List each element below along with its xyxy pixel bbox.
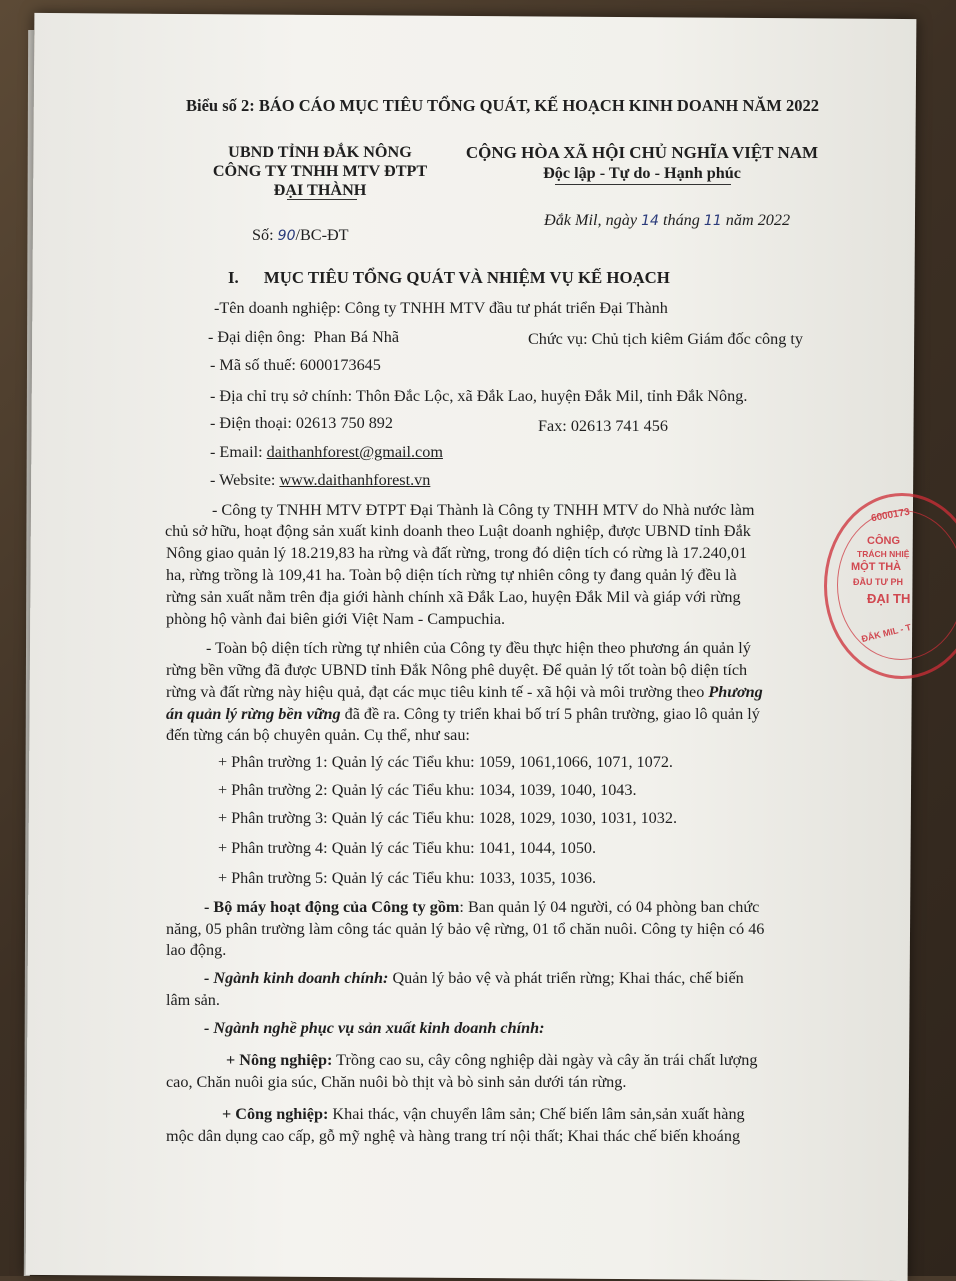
para1-line-4: ha, rừng trồng là 109,41 ha. Toàn bộ diện tích rừng tự nhiên công ty đang quản lý đều là [166, 566, 737, 584]
website-line [210, 470, 430, 490]
nation-title: CỘNG HÒA XÃ HỘI CHỦ NGHĨA VIỆT NAM [465, 143, 819, 162]
para2-line-2: rừng bền vững đã được UBND tỉnh Đắk Nông phê duyệt. Để quản lý tốt toàn bộ diện tích [166, 661, 748, 679]
site-3: + Phân trường 3: Quản lý các Tiểu khu: 1028, 1029, 1030, 1031, 1032. [218, 809, 678, 827]
para1-line-2: chủ sở hữu, hoạt động sản xuất kinh doanh theo Luật doanh nghiệp, được UBND tỉnh Đắk [165, 522, 751, 540]
industry-line-2: mộc dân dụng cao cấp, gỗ mỹ nghệ và hàng trang trí nội thất; Khai thác chế biến khoáng [166, 1127, 741, 1145]
para2-l4-normal: đã đề ra. Công ty triển khai bố trí 5 phân trường, giao lô quản lý [340, 705, 760, 723]
seal-text-5: ĐẠI TH [867, 591, 911, 606]
para1-line-3: Nông giao quản lý 18.219,83 ha rừng và đất rừng, trong đó diện tích có rừng là 17.240,01 [166, 544, 748, 562]
para2-line-4 [166, 704, 760, 724]
agriculture-bold: + Nông nghiệp: [226, 1051, 333, 1069]
email-line [210, 442, 443, 462]
seal-code: 6000173 [870, 506, 911, 525]
para2-line-3 [166, 682, 763, 702]
website-link[interactable]: www.daithanhforest.vn [279, 471, 431, 489]
seal-text-2: TRÁCH NHIỆ [857, 549, 910, 559]
main-business-line-2: lâm sản. [166, 991, 220, 1009]
agriculture-line-2: cao, Chăn nuôi gia súc, Chăn nuôi bò thịt và bò sinh sản dưới tán rừng. [166, 1073, 627, 1091]
document-number [252, 225, 349, 246]
seal-text-1: CÔNG [867, 535, 900, 547]
site-1: + Phân trường 1: Quản lý các Tiểu khu: 1059, 1061,1066, 1071, 1072. [218, 753, 673, 771]
company-seal [824, 493, 956, 679]
main-business-rest: Quản lý bảo vệ và phát triển rừng; Khai thác, chế biến [388, 969, 744, 987]
para1-line-1: - Công ty TNHH MTV ĐTPT Đại Thành là Công ty TNHH MTV do Nhà nước làm [212, 501, 755, 519]
section-title: I. MỤC TIÊU TỔNG QUÁT VÀ NHIỆM VỤ KẾ HOẠCH [228, 268, 670, 287]
site-5: + Phân trường 5: Quản lý các Tiểu khu: 1033, 1035, 1036. [218, 869, 597, 887]
apparatus-line-1 [204, 897, 759, 917]
email-label: - Email: [210, 443, 267, 461]
industry-bold: + Công nghiệp: [222, 1105, 329, 1123]
website-label: - Website: [210, 471, 280, 489]
doc-no-prefix: Số: [252, 226, 274, 244]
nation-motto: Độc lập - Tự do - Hạnh phúc [543, 164, 741, 182]
agriculture-line-1 [226, 1050, 757, 1070]
date-year: năm 2022 [725, 211, 791, 229]
para2-l3-normal: rừng và đất rừng này hiệu quả, đạt các mục tiêu kinh tế - xã hội và môi trường theo [166, 683, 709, 701]
apparatus-bold: - Bộ máy hoạt động của Công ty gồm [204, 898, 460, 916]
para2-line-1: - Toàn bộ diện tích rừng tự nhiên của Công ty đều thực hiện theo phương án quản lý [206, 639, 751, 657]
agriculture-rest: Trồng cao su, cây công nghiệp dài ngày và cây ăn trái chất lượng [332, 1051, 758, 1069]
address: - Địa chỉ trụ sở chính: Thôn Đắc Lộc, xã Đắk Lao, huyện Đắk Mil, tỉnh Đắk Nông. [210, 387, 748, 405]
apparatus-line-2: năng, 05 phân trường làm công tác quản lý bảo vệ rừng, 01 tổ chăn nuôi. Công ty hiện có 46 [166, 920, 765, 938]
org-line-2: CÔNG TY TNHH MTV ĐTPT [212, 162, 428, 180]
date-prefix: Đắk Mil, ngày [544, 211, 638, 229]
date-month-handwritten: 11 [703, 213, 722, 229]
apparatus-line-3: lao động. [166, 941, 227, 959]
email-link[interactable]: daithanhforest@gmail.com [266, 443, 443, 461]
para2-line-5: đến từng cán bộ chuyên quản. Cụ thể, như sau: [166, 726, 470, 744]
service-title: - Ngành nghề phục vụ sản xuất kinh doanh chính: [204, 1019, 545, 1037]
form-title: Biểu số 2: BÁO CÁO MỤC TIÊU TỔNG QUÁT, KẾ HOẠCH KINH DOANH NĂM 2022 [186, 96, 819, 115]
para1-line-5: rừng sản xuất nằm trên địa giới hành chính xã Đắk Lao, huyện Đắk Mil và giáp với rừng [166, 588, 741, 606]
date-day-handwritten: 14 [641, 213, 659, 229]
date-month-label: tháng [662, 211, 700, 229]
para2-l3-italic: Phương [708, 683, 763, 701]
industry-rest: Khai thác, vận chuyển lâm sản; Chế biến lâm sản,sản xuất hàng [328, 1105, 745, 1123]
document-date [544, 210, 790, 231]
seal-text-6: ĐẮK MIL - T [860, 622, 913, 645]
fax: Fax: 02613 741 456 [538, 417, 668, 435]
para1-line-6: phòng hộ vành đai biên giới Việt Nam - Campuchia. [166, 610, 506, 628]
org-line-1: UBND TỈNH ĐẮK NÔNG [228, 143, 412, 161]
main-business-line-1 [204, 968, 744, 988]
motto-underline [555, 184, 731, 185]
company-name: -Tên doanh nghiệp: Công ty TNHH MTV đầu tư phát triển Đại Thành [214, 299, 668, 317]
para2-l4-italic: án quản lý rừng bền vững [166, 705, 341, 723]
site-2: + Phân trường 2: Quản lý các Tiểu khu: 1034, 1039, 1040, 1043. [218, 781, 637, 799]
doc-no-handwritten: 90 [277, 228, 296, 244]
seal-text-3: MỘT THÀ [851, 561, 902, 573]
representative: - Đại diện ông: Phan Bá Nhã [208, 328, 400, 346]
industry-line-1 [222, 1104, 745, 1124]
org-underline [287, 199, 357, 200]
apparatus-rest: : Ban quản lý 04 người, có 04 phòng ban chức [459, 898, 760, 916]
site-4: + Phân trường 4: Quản lý các Tiểu khu: 1041, 1044, 1050. [218, 839, 597, 857]
main-business-bold: - Ngành kinh doanh chính: [204, 969, 389, 987]
seal-text-4: ĐẦU TƯ PH [853, 577, 903, 587]
doc-no-suffix: /BC-ĐT [295, 226, 349, 244]
phone: - Điện thoại: 02613 750 892 [210, 414, 393, 432]
tax-code: - Mã số thuế: 6000173645 [210, 356, 381, 374]
representative-position: Chức vụ: Chủ tịch kiêm Giám đốc công ty [528, 330, 803, 348]
org-line-3: ĐẠI THÀNH [273, 181, 367, 199]
